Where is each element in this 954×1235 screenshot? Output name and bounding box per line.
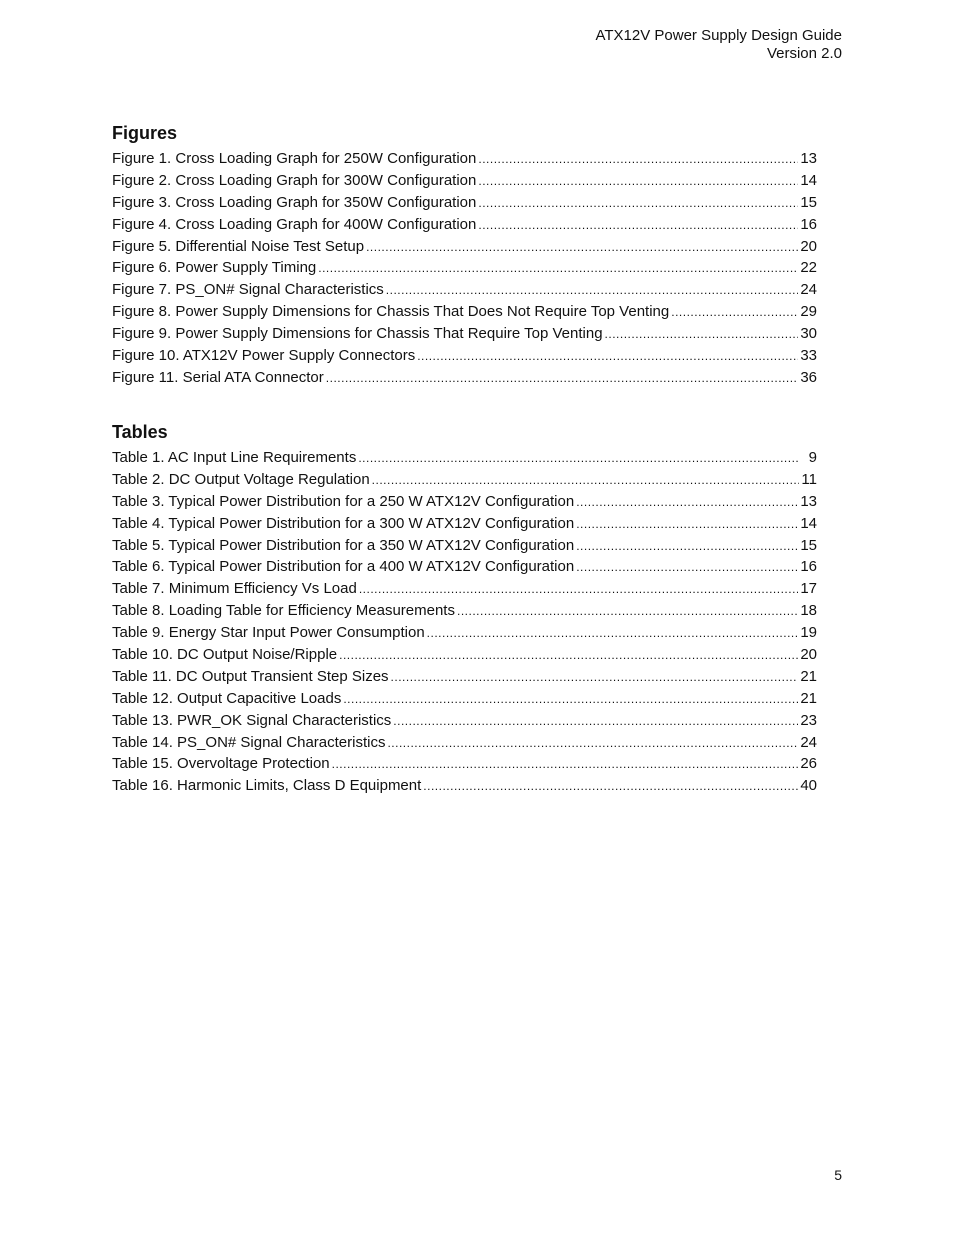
dot-leader — [343, 689, 798, 711]
dot-leader — [423, 776, 798, 798]
toc-entry-page: 15 — [800, 536, 817, 554]
toc-entry[interactable] — [112, 170, 817, 192]
toc-entry-page: 14 — [800, 514, 817, 532]
toc-entry[interactable] — [112, 367, 817, 389]
toc-entry[interactable] — [112, 644, 817, 666]
dot-leader — [366, 237, 798, 259]
dot-leader — [576, 536, 798, 558]
toc-entry[interactable] — [112, 753, 817, 775]
dot-leader — [332, 754, 799, 776]
page-number: 5 — [834, 1167, 842, 1183]
dot-leader — [387, 733, 798, 755]
toc-entry-label: Table 9. Energy Star Input Power Consumption — [112, 624, 425, 642]
toc-entry[interactable] — [112, 491, 817, 513]
toc-entry-label: Table 2. DC Output Voltage Regulation — [112, 470, 370, 488]
dot-leader — [478, 193, 798, 215]
toc-entry-label: Figure 11. Serial ATA Connector — [112, 368, 324, 386]
toc-entry-label: Table 10. DC Output Noise/Ripple — [112, 646, 338, 664]
toc-entry[interactable] — [112, 148, 817, 170]
toc-entry-label: Figure 3. Cross Loading Graph for 350W Configuration — [112, 193, 477, 211]
dot-leader — [457, 601, 798, 623]
toc-entry-label: Figure 6. Power Supply Timing — [112, 259, 317, 277]
dot-leader — [576, 514, 798, 536]
toc-entry[interactable] — [112, 578, 817, 600]
toc-entry-page: 24 — [800, 733, 817, 751]
toc-entry-label: Figure 10. ATX12V Power Supply Connectors — [112, 347, 416, 365]
toc-entry-page: 23 — [800, 711, 817, 729]
toc-entry-page: 22 — [800, 259, 817, 277]
dot-leader — [478, 149, 798, 171]
figures-list — [112, 148, 817, 389]
toc-entry-label: Table 12. Output Capacitive Loads — [112, 689, 342, 707]
toc-entry-page: 40 — [800, 777, 817, 795]
toc-entry-page: 19 — [800, 624, 817, 642]
toc-entry-page: 26 — [800, 755, 817, 773]
toc-entry-label: Figure 2. Cross Loading Graph for 300W Configuration — [112, 171, 477, 189]
toc-entry-label: Figure 4. Cross Loading Graph for 400W Configuration — [112, 215, 477, 233]
toc-entry-label: Table 14. PS_ON# Signal Characteristics — [112, 733, 386, 751]
toc-entry-page: 24 — [800, 281, 817, 299]
toc-entry-label: Table 1. AC Input Line Requirements — [112, 449, 357, 466]
toc-entry-label: Table 3. Typical Power Distribution for a 250 W ATX12V Configuration — [112, 492, 575, 510]
toc-entry[interactable] — [112, 600, 817, 622]
toc-entry-page: 14 — [800, 171, 817, 189]
dot-leader — [393, 711, 798, 733]
dot-leader — [576, 557, 798, 579]
toc-entry[interactable] — [112, 469, 817, 491]
toc-entry-page: 36 — [800, 368, 817, 386]
dot-leader — [359, 579, 798, 601]
toc-entry[interactable] — [112, 622, 817, 644]
toc-entry-label: Table 5. Typical Power Distribution for a 350 W ATX12V Configuration — [112, 536, 575, 554]
toc-entry-label: Figure 8. Power Supply Dimensions for Chassis That Does Not Require Top Venting — [112, 303, 670, 321]
toc-entry[interactable] — [112, 556, 817, 578]
toc-entry-page: 20 — [800, 237, 817, 255]
toc-entry-page: 16 — [800, 215, 817, 233]
toc-entry-page: 21 — [800, 689, 817, 707]
toc-entry[interactable] — [112, 775, 817, 797]
toc-entry-page: 20 — [800, 646, 817, 664]
toc-entry-label: Table 4. Typical Power Distribution for a 300 W ATX12V Configuration — [112, 514, 575, 532]
document-title: ATX12V Power Supply Design Guide — [595, 27, 842, 44]
toc-entry-page: 18 — [800, 602, 817, 620]
toc-entry-label: Table 6. Typical Power Distribution for a 400 W ATX12V Configuration — [112, 558, 575, 576]
toc-entry[interactable] — [112, 345, 817, 367]
toc-entry[interactable] — [112, 666, 817, 688]
figures-heading: Figures — [112, 123, 178, 143]
toc-entry-page: 29 — [800, 303, 817, 321]
toc-entry-label: Table 13. PWR_OK Signal Characteristics — [112, 711, 392, 729]
toc-entry[interactable] — [112, 257, 817, 279]
toc-entry-label: Figure 1. Cross Loading Graph for 250W Configuration — [112, 150, 477, 167]
toc-entry-page: 21 — [800, 667, 817, 685]
toc-entry-page: 30 — [800, 325, 817, 343]
toc-entry-label: Table 8. Loading Table for Efficiency Measurements — [112, 602, 455, 620]
toc-entry-label: Table 15. Overvoltage Protection — [112, 755, 330, 773]
toc-entry-label: Figure 9. Power Supply Dimensions for Chassis That Require Top Venting — [112, 325, 603, 343]
toc-entry-page: 9 — [808, 449, 817, 466]
dot-leader — [386, 280, 799, 302]
toc-entry[interactable] — [112, 323, 817, 345]
toc-entry[interactable] — [112, 214, 817, 236]
dot-leader — [478, 215, 798, 237]
dot-leader — [478, 171, 798, 193]
dot-leader — [391, 667, 799, 689]
toc-entry-page: 16 — [800, 558, 817, 576]
dot-leader — [576, 492, 798, 514]
toc-entry-page: 33 — [800, 347, 817, 365]
dot-leader — [358, 448, 799, 470]
toc-entry-label: Table 7. Minimum Efficiency Vs Load — [112, 580, 357, 598]
toc-entry[interactable] — [112, 535, 817, 557]
toc-entry[interactable] — [112, 688, 817, 710]
toc-entry-label: Table 11. DC Output Transient Step Sizes — [112, 667, 389, 685]
toc-entry[interactable] — [112, 301, 817, 323]
document-version: Version 2.0 — [766, 45, 842, 62]
toc-entry[interactable] — [112, 279, 817, 301]
dot-leader — [417, 346, 798, 368]
toc-entry-label: Table 16. Harmonic Limits, Class D Equipment — [112, 777, 422, 795]
toc-entry-page: 13 — [800, 492, 817, 510]
toc-entry[interactable] — [112, 710, 817, 732]
toc-entry[interactable] — [112, 236, 817, 258]
toc-entry[interactable] — [112, 447, 817, 469]
toc-entry[interactable] — [112, 732, 817, 754]
tables-heading: Tables — [112, 422, 168, 442]
dot-leader — [605, 324, 799, 346]
toc-entry[interactable] — [112, 192, 817, 214]
toc-entry-page: 11 — [801, 470, 817, 488]
dot-leader — [427, 623, 799, 645]
toc-entry-page: 13 — [800, 150, 817, 167]
dot-leader — [326, 368, 799, 390]
dot-leader — [671, 302, 798, 324]
page-header — [595, 27, 842, 63]
dot-leader — [372, 470, 799, 492]
toc-entry[interactable] — [112, 513, 817, 535]
toc-entry-page: 17 — [800, 580, 817, 598]
dot-leader — [339, 645, 798, 667]
dot-leader — [318, 258, 798, 280]
toc-entry-page: 15 — [800, 193, 817, 211]
toc-entry-label: Figure 5. Differential Noise Test Setup — [112, 237, 365, 255]
tables-list — [112, 447, 817, 797]
toc-entry-label: Figure 7. PS_ON# Signal Characteristics — [112, 281, 384, 299]
